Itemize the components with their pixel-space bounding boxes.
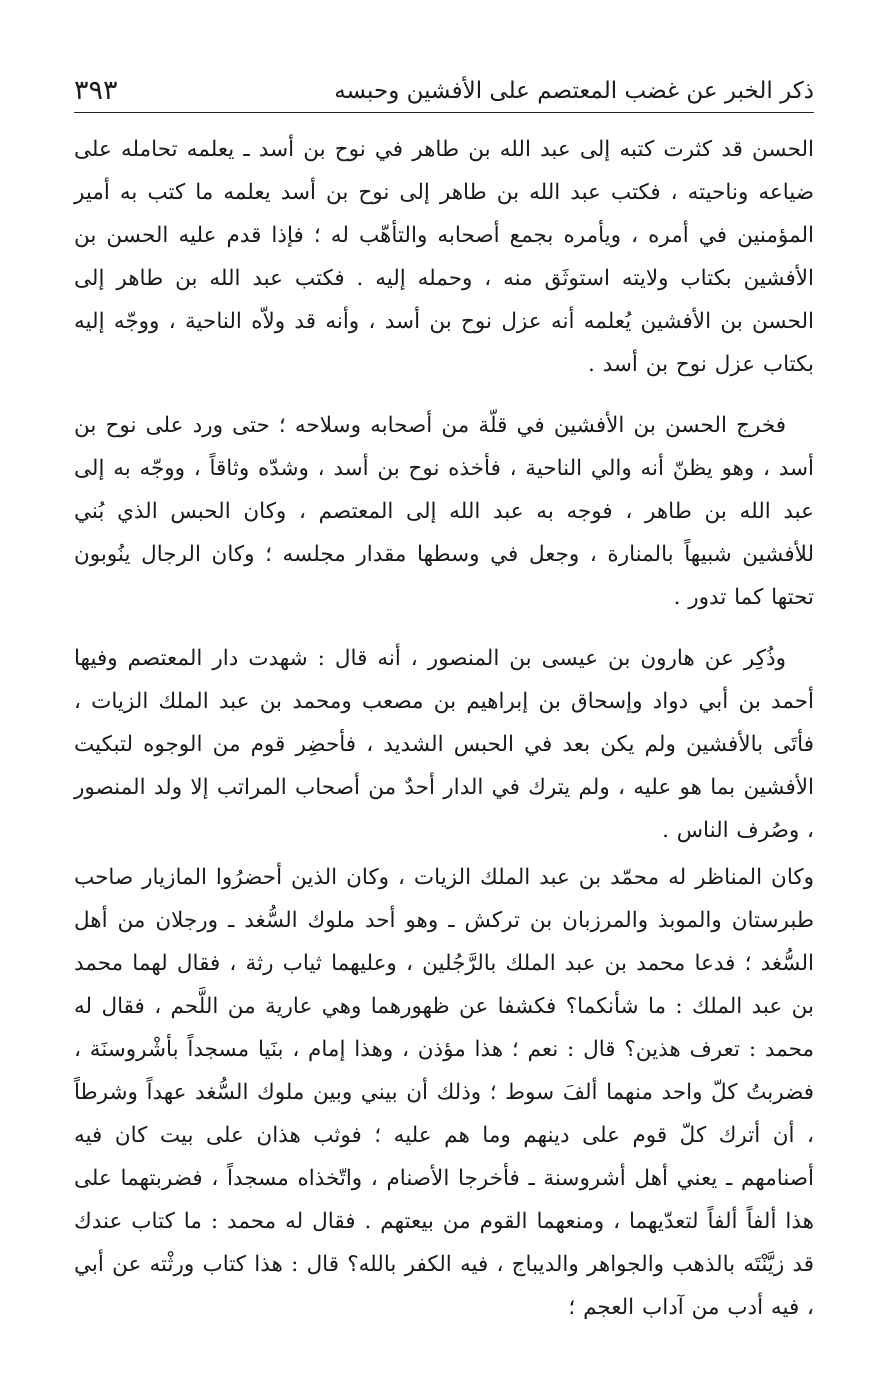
header-rule — [74, 112, 814, 113]
page-number: ٣٩٣ — [74, 75, 118, 106]
paragraph-1: الحسن قد كثرت كتبه إلى عبد الله بن طاهر في نوح بن أسد ـ يعلمه تحامله على ضياعه وناحيته ، فكتب عبد الله بن طاهر إلى نوح بن أسد يعلمه ما كتب به أمير المؤمنين في أمره ، ويأمره بجمع أصحابه والتأهّب له ؛ فإذا قدم عليه الحسن بن الأفشين بكتاب ولايته استوثَق منه ، وحمله إليه . فكتب عبد الله بن طاهر إلى الحسن بن الأفشين يُعلمه أنه عزل نوح بن أسد ، وأنه قد ولاّه الناحية ، ووجّه إليه بكتاب عزل نوح بن أسد . — [74, 137, 814, 377]
paragraph-4: وكان المناظر له محمّد بن عبد الملك الزيات ، وكان الذين أحضرُوا المازيار صاحب طبرستان والموبذ والمرزبان بن تركش ـ وهو أحد ملوك السُّغد ـ ورجلان من أهل السُّغد ؛ فدعا محمد بن عبد الملك بالرَّجُلين ، وعليهما ثياب رثة ، فقال لهما محمد بن عبد الملك : ما شأنكما؟ فكشفا عن ظهورهما وهي عارية من اللَّحم ، فقال له محمد : تعرف هذين؟ قال : نعم ؛ هذا مؤذن ، وهذا إمام ، بنَيا مسجداً بأشْروسنَة ، فضربتُ كلّ واحد منهما ألفَ سوط ؛ وذلك أن بيني وبين ملوك السُّغد عهداً وشرطاً ، أن أترك كلّ قوم على دينهم وما هم عليه ؛ فوثب هذان على بيت كان فيه أصنامهم ـ يعني أهل أشروسنة ـ فأخرجا الأصنام ، واتّخذاه مسجداً ، فضربتهما على هذا ألفاً ألفاً لتعدّيهما ، ومنعهما القوم من بيعتهم . فقال له محمد : ما كتاب عندك قد زيَّنْتَه بالذهب والجواهر والديباج ، فيه الكفر بالله؟ قال : هذا كتاب ورثْته عن أبي ، فيه أدب من آداب العجم ؛ — [74, 865, 814, 1320]
running-title: ذكر الخبر عن غضب المعتصم على الأفشين وحبسه — [334, 78, 814, 104]
paragraph-3: وذُكِر عن هارون بن عيسى بن المنصور ، أنه قال : شهدت دار المعتصم وفيها أحمد بن أبي دواد وإسحاق بن إبراهيم بن مصعب ومحمد بن عبد الملك الزيات ، فأتَى بالأفشين ولم يكن بعد في الحبس الشديد ، فأحضِر قوم من الوجوه لتبكيت الأفشين بما هو عليه ، ولم يترك في الدار أحدٌ من أصحاب المراتب إلا ولد المنصور ، وصُرف الناس . — [74, 646, 814, 843]
page-header — [74, 66, 814, 106]
body-text — [74, 128, 814, 1329]
paragraph-2: فخرج الحسن بن الأفشين في قلّة من أصحابه وسلاحه ؛ حتى ورد على نوح بن أسد ، وهو يظنّ أنه والي الناحية ، فأخذه نوح بن أسد ، وشدّه وثاقاً ، ووجّه به إلى عبد الله بن طاهر ، فوجه به عبد الله إلى المعتصم ، وكان الحبس الذي بُني للأفشين شبيهاً بالمنارة ، وجعل في وسطها مقدار مجلسه ؛ وكان الرجال ينُوبون تحتها كما تدور . — [74, 413, 814, 610]
